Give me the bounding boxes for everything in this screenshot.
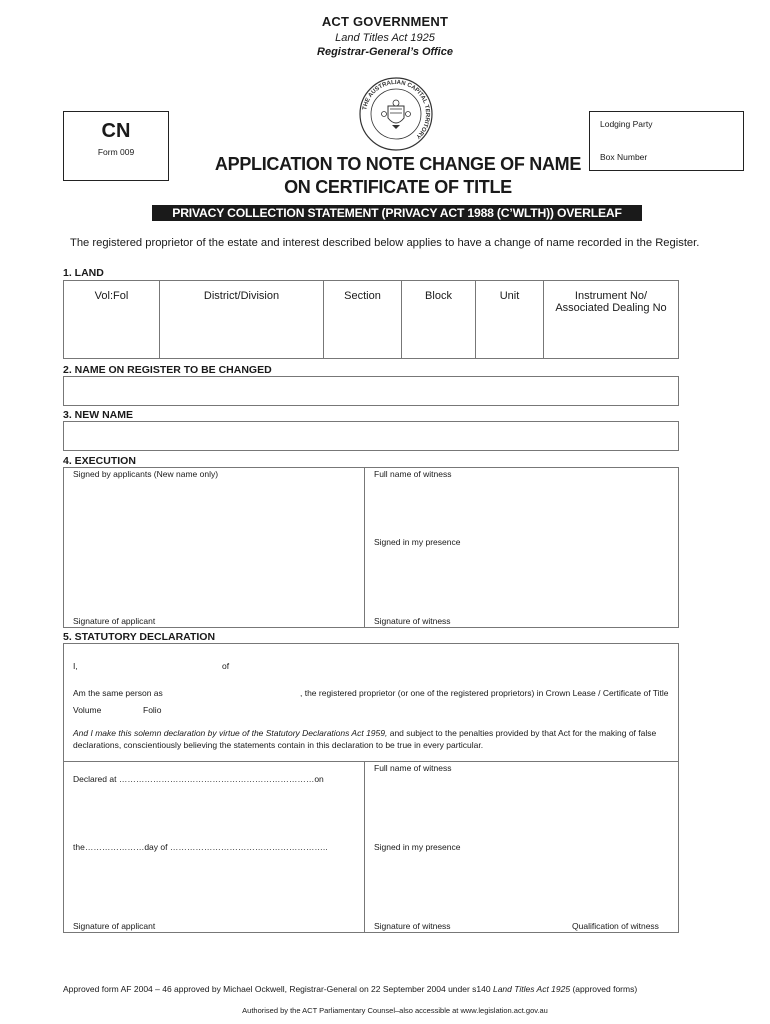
approved-form-footer: Approved form AF 2004 – 46 approved by Michael Ockwell, Registrar-General on 22 September 2004 under s140 Land Titles Act 1925 (approved forms) bbox=[63, 984, 638, 994]
witness-name-label: Full name of witness bbox=[374, 469, 452, 479]
declaration-box bbox=[63, 643, 679, 933]
folio-label: Folio bbox=[143, 705, 162, 715]
signed-presence-label: Signed in my presence bbox=[374, 537, 461, 547]
form-title-line1: APPLICATION TO NOTE CHANGE OF NAME bbox=[214, 154, 582, 174]
applicant-signature-label: Signature of applicant bbox=[73, 616, 156, 626]
solemn-declaration-line1: And I make this solemn declaration by virtue of the Statutory Declarations Act 1959, and subject to the penalties provided by that Act for the making of false bbox=[73, 728, 657, 738]
privacy-statement-banner: PRIVACY COLLECTION STATEMENT (PRIVACY ACT 1988 (C’WLTH)) OVERLEAF bbox=[152, 205, 642, 221]
box-number-label: Box Number bbox=[600, 152, 648, 162]
volume-label: Volume bbox=[73, 705, 102, 715]
form-number: Form 009 bbox=[97, 147, 135, 157]
land-col-unit[interactable]: Unit bbox=[476, 281, 544, 359]
decl-applicant-signature-label: Signature of applicant bbox=[73, 921, 156, 931]
declaration-separator bbox=[63, 761, 679, 762]
intro-text: The registered proprietor of the estate and interest described below applies to have a change of name recorded in the Register. bbox=[70, 237, 700, 249]
execution-box bbox=[63, 467, 679, 628]
execution-divider bbox=[364, 467, 365, 628]
name-on-register-heading: 2. NAME ON REGISTER TO BE CHANGED bbox=[63, 364, 272, 376]
name-on-register-field[interactable] bbox=[63, 376, 679, 406]
declaration-heading: 5. STATUTORY DECLARATION bbox=[63, 631, 216, 643]
witness-qualification-label: Qualification of witness bbox=[572, 921, 659, 931]
office-subheading: Registrar-General’s Office bbox=[317, 46, 453, 58]
land-col-block[interactable]: Block bbox=[402, 281, 476, 359]
government-heading: ACT GOVERNMENT bbox=[321, 14, 449, 29]
seal-text: THE AUSTRALIAN CAPITAL TERRITORY bbox=[362, 79, 431, 140]
land-table bbox=[63, 280, 679, 359]
solemn-declaration-line2: declarations, conscientiously believing the statements contain in this declaration to be true in every particular. bbox=[73, 740, 484, 750]
land-col-section[interactable]: Section bbox=[324, 281, 402, 359]
new-name-field[interactable] bbox=[63, 421, 679, 451]
decl-signed-presence-label: Signed in my presence bbox=[374, 842, 461, 852]
land-heading: 1. LAND bbox=[63, 267, 104, 279]
act-subheading: Land Titles Act 1925 bbox=[335, 32, 435, 44]
land-col-district[interactable]: District/Division bbox=[160, 281, 324, 359]
signed-by-label: Signed by applicants (New name only) bbox=[73, 469, 219, 479]
declaration-divider bbox=[364, 761, 365, 933]
form-title-line2: ON CERTIFICATE OF TITLE bbox=[284, 177, 512, 197]
witness-signature-label: Signature of witness bbox=[374, 616, 451, 626]
land-col-volfol[interactable]: Vol:Fol bbox=[64, 281, 160, 359]
form-code: CN bbox=[101, 120, 131, 142]
declared-at-label: Declared at ……………………………………………………………on bbox=[73, 774, 324, 784]
lodging-party-label: Lodging Party bbox=[600, 119, 653, 129]
declarant-i-label: I, bbox=[73, 661, 78, 671]
new-name-heading: 3. NEW NAME bbox=[63, 409, 134, 421]
proprietor-text: , the registered proprietor (or one of the registered proprietors) in Crown Lease / Certificate of Title bbox=[300, 688, 669, 698]
decl-witness-signature-label: Signature of witness bbox=[374, 921, 451, 931]
execution-heading: 4. EXECUTION bbox=[63, 455, 136, 467]
decl-witness-name-label: Full name of witness bbox=[374, 763, 452, 773]
declarant-of-label: of bbox=[222, 661, 230, 671]
land-col-instrument[interactable]: Instrument No/ Associated Dealing No bbox=[544, 281, 679, 359]
act-seal-icon bbox=[358, 76, 434, 152]
day-of-label: the…………………day of ……………………………………………….. bbox=[73, 842, 328, 852]
authorised-footer: Authorised by the ACT Parliamentary Counsel–also accessible at www.legislation.act.gov.au bbox=[242, 1006, 548, 1015]
same-person-label: Am the same person as bbox=[73, 688, 163, 698]
